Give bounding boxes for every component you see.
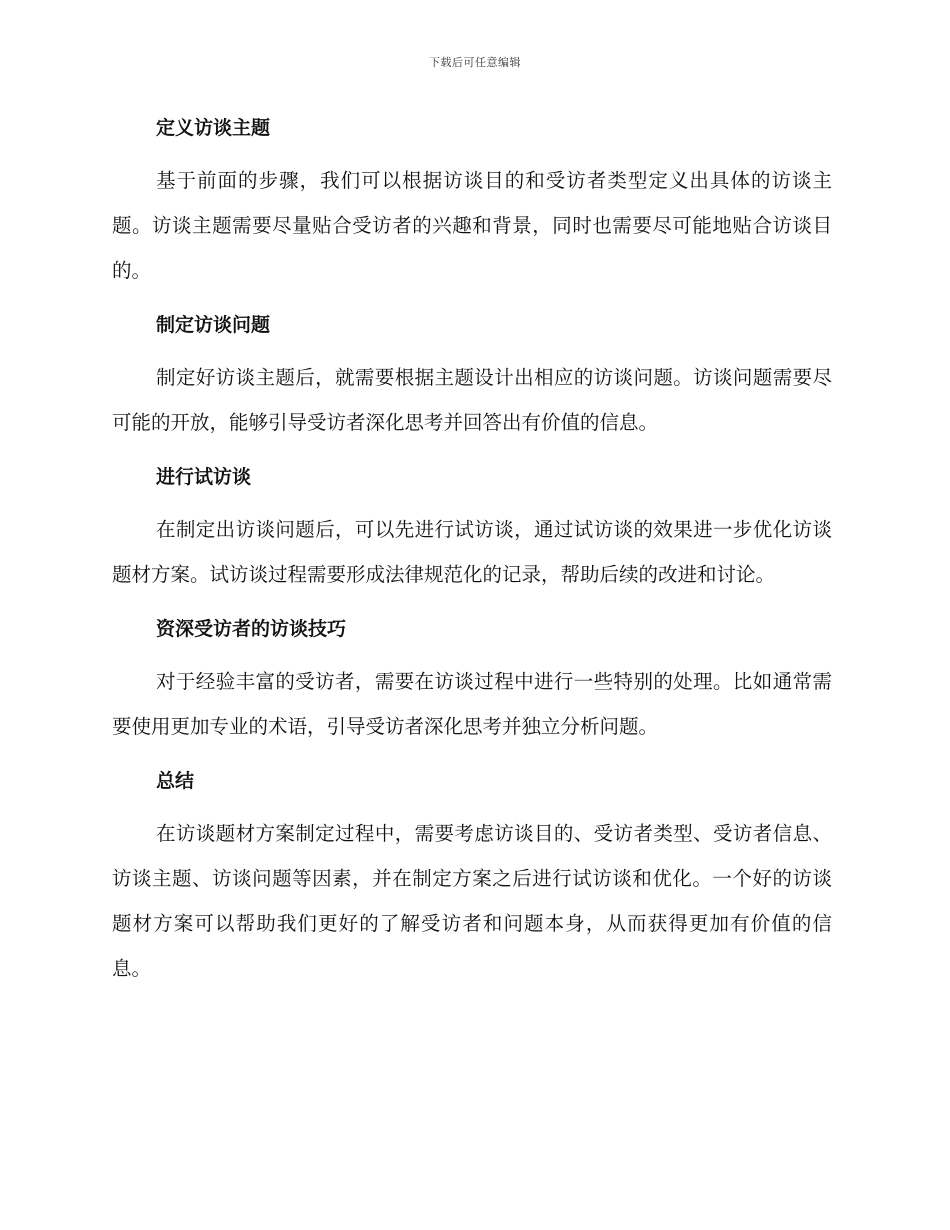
section-heading: 资深受访者的访谈技巧 [156,618,347,640]
section-paragraph: 基于前面的步骤，我们可以根据访谈目的和受访者类型定义出具体的访谈主题。访谈主题需要尽量贴合受访者的兴趣和背景，同时也需要尽可能地贴合访谈目的。 [112,169,832,282]
section-define-topic [112,106,832,293]
section-heading: 定义访谈主题 [156,117,271,139]
section-paragraph: 在访谈题材方案制定过程中，需要考虑访谈目的、受访者类型、受访者信息、访谈主题、访谈问题等因素，并在制定方案之后进行试访谈和优化。一个好的访谈题材方案可以帮助我们更好的了解受访者和问题本身，从而获得更加有价值的信息。 [112,822,832,980]
document-body [112,106,832,1001]
section-summary [112,759,832,991]
section-draft-questions [112,303,832,445]
section-paragraph: 制定好访谈主题后，就需要根据主题设计出相应的访谈问题。访谈问题需要尽可能的开放，能够引导受访者深化思考并回答出有价值的信息。 [112,366,832,434]
section-heading: 制定访谈问题 [156,314,271,336]
section-trial-interview [112,455,832,597]
page-header-note: 下载后可任意编辑 [429,56,521,69]
section-heading: 总结 [156,770,195,792]
section-heading: 进行试访谈 [156,466,252,488]
section-paragraph: 对于经验丰富的受访者，需要在访谈过程中进行一些特别的处理。比如通常需要使用更加专业的术语，引导受访者深化思考并独立分析问题。 [112,670,832,738]
section-senior-interviewee-tips [112,607,832,749]
section-paragraph: 在制定出访谈问题后，可以先进行试访谈，通过试访谈的效果进一步优化访谈题材方案。试访谈过程需要形成法律规范化的记录，帮助后续的改进和讨论。 [112,518,832,586]
